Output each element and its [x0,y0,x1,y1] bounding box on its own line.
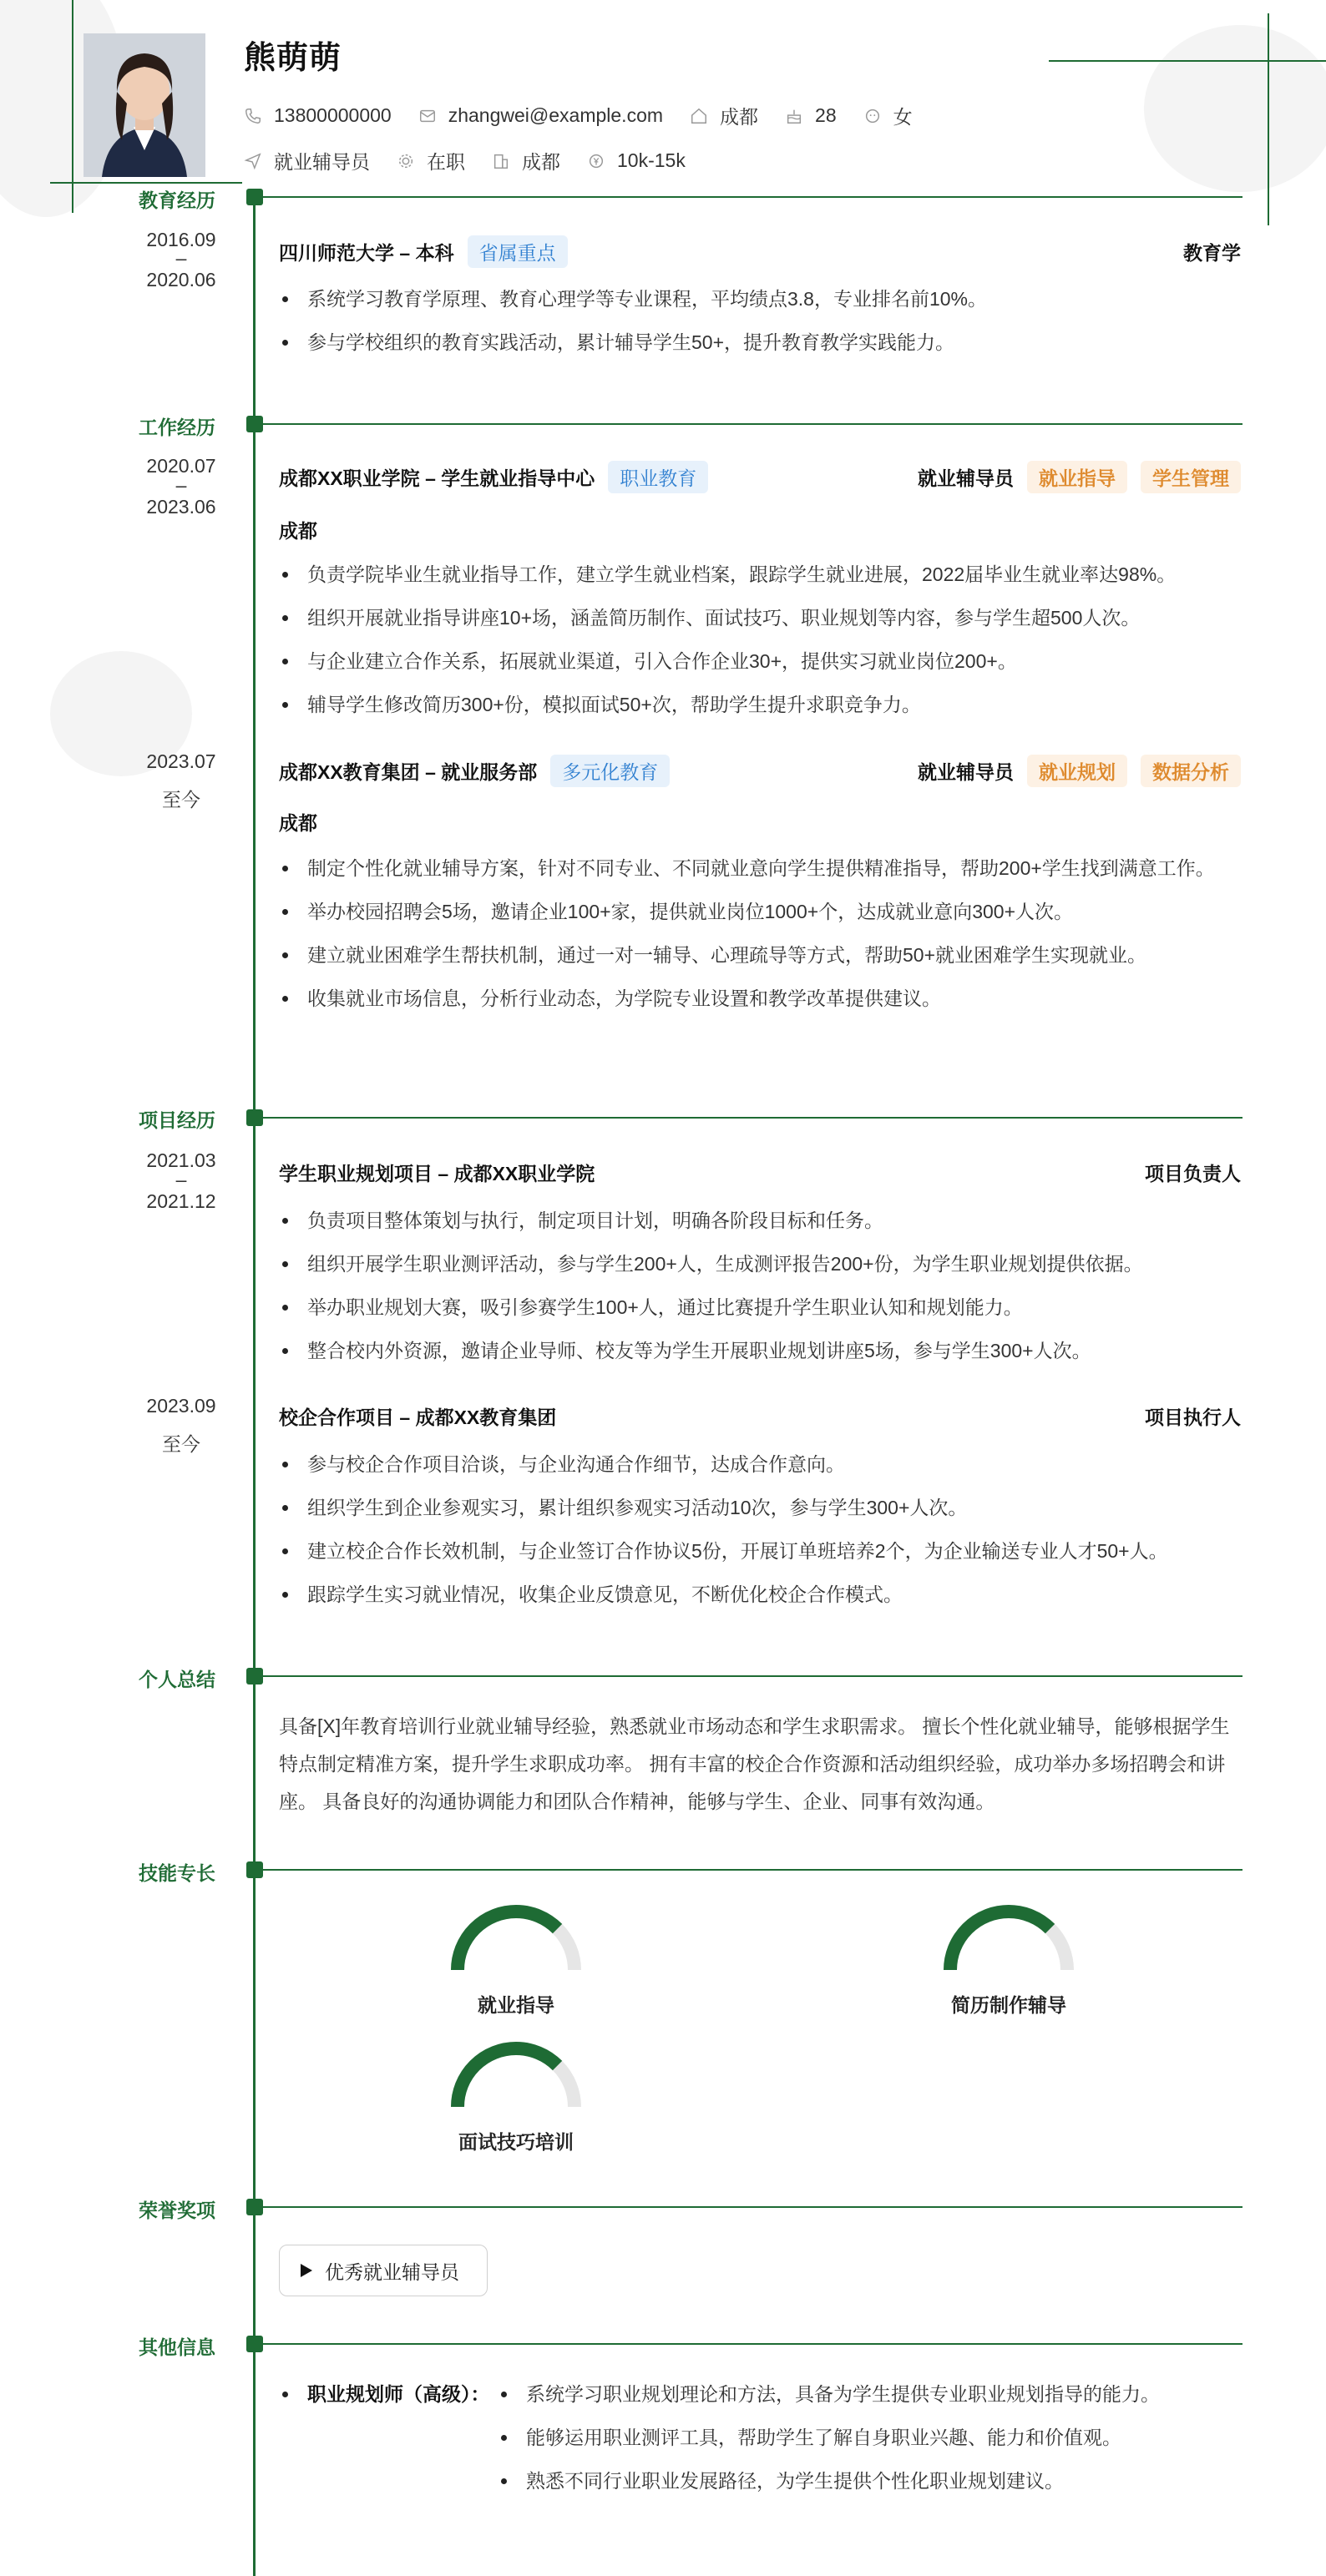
frame-line-top-left [50,182,242,184]
proj2-title: 校企合作项目 – 成都XX教育集团 [279,1407,557,1428]
list-item: 举办校园招聘会5场，邀请企业100+家，提供就业岗位1000+个，达成就业意向300+人次。 [279,893,1241,930]
edu-school: 四川师范大学 – 本科 [279,242,454,264]
work2-role: 就业辅导员 [918,761,1014,783]
award-name: 优秀就业辅导员 [325,2260,459,2283]
list-item: 组织开展就业指导讲座10+场，涵盖简历制作、面试技巧、职业规划等内容，参与学生超500人次。 [279,599,1241,636]
skill-gauge-fill [458,2048,574,2107]
list-item: 参与校企合作项目洽谈，与企业沟通合作细节，达成合作意向。 [279,1446,1241,1482]
contact-row [244,102,939,129]
decor-circle-right [1144,25,1326,192]
cake-icon [785,107,803,125]
proj1-role: 项目负责人 [1145,1163,1241,1184]
list-item: 收集就业市场信息，分析行业动态，为学院专业设置和教学改革提供建议。 [279,980,1241,1017]
salary-text: 10k-15k [617,149,686,171]
phone-icon [244,107,262,125]
proj1-end-date: 2021.12 [146,1190,216,1212]
list-item: 跟踪学生实习就业情况，收集企业反馈意见，不断优化校企合作模式。 [279,1576,1241,1613]
proj1-header [279,1159,1241,1186]
job-intent-row [244,147,712,174]
home-icon [690,107,708,125]
work1-skill-tag: 就业指导 [1027,461,1127,493]
skill-gauge-2 [939,1903,1079,1978]
section-divider [255,1117,1242,1119]
position-item [244,147,370,174]
summary-text: 具备[X]年教育培训行业就业辅导经验，熟悉就业市场动态和学生求职需求。 擅长个性化就业辅导，能够根据学生特点制定精准方案，提升学生求职成功率。 拥有丰富的校企合作资源和活动组织经验，成功举办多场招聘会和讲座。 具备良好的沟通协调能力和团队合作精神，能够与学生、企业、同事有效沟通。 [279,1715,1230,1812]
award-chip[interactable] [279,2245,488,2296]
email-item [418,104,663,127]
work2-city: 成都 [279,812,317,834]
skill-name: 简历制作辅导 [951,1994,1066,2016]
proj2-role: 项目执行人 [1145,1407,1241,1428]
work1-company: 成都XX职业学院 – 学生就业指导中心 [279,467,595,489]
section-divider [255,196,1242,198]
edu-bullets [279,280,1241,367]
skill-gauge-fill [950,1912,1067,1970]
list-item: 与企业建立合作关系，拓展就业渠道，引入合作企业30+，提供实习就业岗位200+。 [279,643,1241,679]
proj1-title: 学生职业规划项目 – 成都XX职业学院 [279,1163,595,1184]
edu-entry-header [279,235,1241,268]
section-title-other: 其他信息 [139,2336,215,2358]
list-item: 组织学生到企业参观实习，累计组织参观实习活动10次，参与学生300+人次。 [279,1489,1241,1526]
list-item: 整合校内外资源，邀请企业导师、校友等为学生开展职业规划讲座5场，参与学生300+人次。 [279,1332,1241,1369]
section-title-summary: 个人总结 [139,1669,215,1690]
proj1-date-separator: – [175,1169,187,1190]
send-icon [244,152,262,170]
gear-icon [397,152,415,170]
building-icon [492,152,510,170]
work1-skill-tag: 学生管理 [1141,461,1241,493]
skill-gauge-fill [458,1912,574,1970]
list-item: 能够运用职业测评工具，帮助学生了解自身职业兴趣、能力和价值观。 [498,2419,1232,2456]
section-divider [255,1869,1242,1871]
section-title-awards: 荣誉奖项 [139,2200,215,2221]
phone-text: 13800000000 [274,104,392,126]
section-title-education: 教育经历 [139,189,215,211]
skill-gauge-3 [446,2040,586,2115]
work2-company-tag: 多元化教育 [550,755,670,787]
play-icon [300,2263,313,2278]
edu-major: 教育学 [1183,242,1241,264]
bullet-dot [282,2392,288,2397]
section-title-project: 项目经历 [139,1109,215,1131]
age-item [785,104,837,127]
list-item: 制定个性化就业辅导方案，针对不同专业、不同就业意向学生提供精准指导，帮助200+学生找到满意工作。 [279,850,1241,886]
work1-role: 就业辅导员 [918,467,1014,489]
target-city-item [492,147,560,174]
section-title-skills: 技能专长 [139,1862,215,1884]
work1-city: 成都 [279,520,317,542]
frame-line-left-top [72,0,73,213]
status-text: 在职 [427,151,465,173]
other-label: 职业规划师（高级）： [307,2383,490,2405]
work1-header [279,461,1241,493]
list-item: 熟悉不同行业职业发展路径，为学生提供个性化职业规划建议。 [498,2462,1232,2499]
target-city-text: 成都 [522,151,560,173]
work2-skill-tag: 就业规划 [1027,755,1127,787]
edu-date-separator: – [175,247,187,269]
section-divider [255,1675,1242,1677]
work1-start-date: 2020.07 [146,455,216,477]
section-divider [255,2343,1242,2345]
skill-name: 就业指导 [478,1994,554,2016]
proj2-header [279,1402,1241,1430]
coin-icon [587,152,605,170]
salary-item [587,149,686,172]
work2-company: 成都XX教育集团 – 就业服务部 [279,761,538,783]
work2-skill-tag: 数据分析 [1141,755,1241,787]
section-divider [255,423,1242,425]
avatar [84,33,205,177]
phone-item [244,104,392,127]
section-divider [255,2206,1242,2208]
skill-name: 面试技巧培训 [458,2131,574,2153]
proj1-start-date: 2021.03 [146,1149,216,1171]
edu-start-date: 2016.09 [146,229,216,250]
list-item: 负责学院毕业生就业指导工作，建立学生就业档案，跟踪学生就业进展，2022届毕业生就业率达98%。 [279,556,1241,593]
status-item [397,147,465,174]
list-item: 组织开展学生职业测评活动，参与学生200+人，生成测评报告200+份，为学生职业规划提供依据。 [279,1245,1241,1282]
gender-icon [863,107,882,125]
edu-school-tag: 省属重点 [468,235,568,268]
other-bullets [498,2376,1232,2506]
list-item: 参与学校组织的教育实践活动，累计辅导学生50+，提升教育教学实践能力。 [279,324,1241,361]
work2-end-date: 至今 [162,789,200,811]
position-text: 就业辅导员 [274,151,370,173]
candidate-name: 熊萌萌 [244,41,342,76]
list-item: 辅导学生修改简历300+份，模拟面试50+次，帮助学生提升求职竞争力。 [279,686,1241,723]
frame-line-top-right [1049,60,1326,62]
proj2-start-date: 2023.09 [146,1395,216,1417]
work1-company-tag: 职业教育 [608,461,708,493]
work2-bullets [279,850,1241,1023]
list-item: 系统学习教育学原理、教育心理学等专业课程，平均绩点3.8，专业排名前10%。 [279,280,1241,317]
section-title-work: 工作经历 [139,417,215,438]
frame-line-right [1268,13,1269,225]
work1-bullets [279,556,1241,730]
work1-end-date: 2023.06 [146,496,216,518]
list-item: 建立就业困难学生帮扶机制，通过一对一辅导、心理疏导等方式，帮助50+就业困难学生实现就业。 [279,937,1241,973]
edu-end-date: 2020.06 [146,269,216,290]
work1-date-separator: – [175,474,187,496]
list-item: 负责项目整体策划与执行，制定项目计划，明确各阶段目标和任务。 [279,1202,1241,1239]
proj2-end-date: 至今 [162,1433,200,1455]
timeline-line [253,190,256,2576]
location-item [690,102,758,129]
proj2-bullets [279,1446,1241,1619]
skill-gauge-1 [446,1903,586,1978]
location-text: 成都 [720,106,759,128]
email-text: zhangwei@example.com [448,104,664,126]
age-text: 28 [815,104,837,126]
proj1-bullets [279,1202,1241,1376]
list-item: 系统学习职业规划理论和方法，具备为学生提供专业职业规划指导的能力。 [498,2376,1232,2412]
other-label-row [279,2376,490,2412]
list-item: 建立校企合作长效机制，与企业签订合作协议5份，开展订单班培养2个，为企业输送专业人才50+人。 [279,1533,1241,1569]
work2-start-date: 2023.07 [146,750,216,772]
gender-item [863,102,913,129]
work2-header [279,755,1241,787]
list-item: 举办职业规划大赛，吸引参赛学生100+人，通过比赛提升学生职业认知和规划能力。 [279,1289,1241,1326]
mail-icon [418,107,437,125]
gender-text: 女 [893,106,913,128]
